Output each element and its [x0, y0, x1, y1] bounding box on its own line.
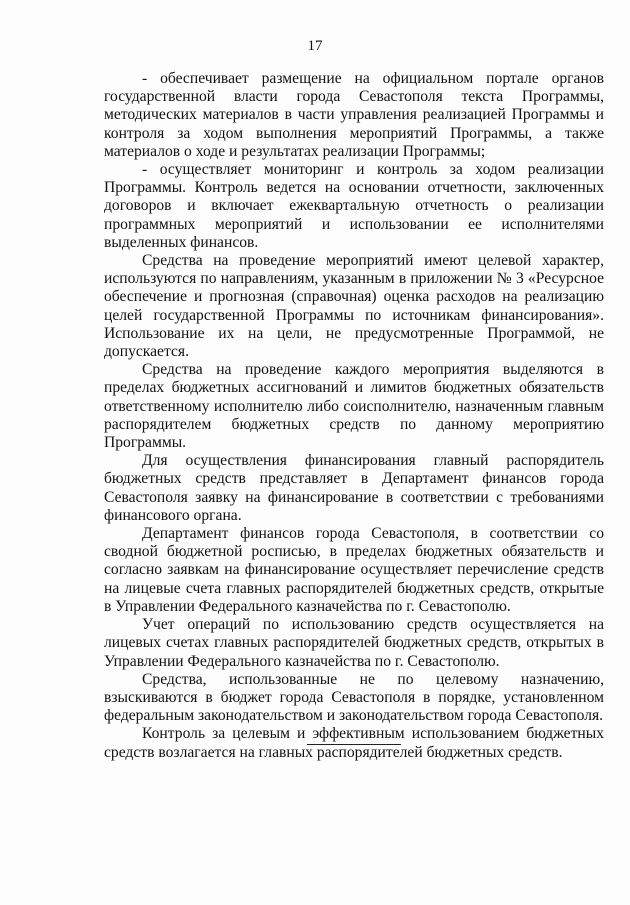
paragraph: Средства на проведение мероприятий имеют целевой характер, используются по направлениям, указанным в приложении № 3 «Ресурсное обеспечение и прогнозная (справочная) оценка расходов на реализацию целей государственной Программы по источникам финансирования». Использование их на цели, не предусмотренные Программой, не допускается. [104, 252, 604, 361]
paragraph: - обеспечивает размещение на официальном портале органов государственной власти города Севастополя текста Программы, методических материалов в части управления реализацией Программы и контроля за ходом выполнения мероприятий Программы, а также материалов о ходе и результатах реализации Программы; [104, 70, 604, 160]
paragraph: Контроль за целевым и эффективным использованием бюджетных средств возлагается на главных распорядителей бюджетных средств. [104, 725, 604, 761]
paragraph: Департамент финансов города Севастополя, в соответствии со сводной бюджетной росписью, в пределах бюджетных обязательств и согласно заявкам на финансирование осуществляет перечисление средств на лицевые счета главных распорядителей бюджетных средств, открытые в Управлении Федерального казначейства по г. Севастополю. [104, 525, 604, 615]
page-number: 17 [307, 38, 323, 54]
document-body [104, 70, 604, 762]
paragraph: Для осуществления финансирования главный распорядитель бюджетных средств представляет в Департамент финансов города Севастополя заявку на финансирование в соответствии с требованиями финансового органа. [104, 452, 604, 524]
paragraph: Средства на проведение каждого мероприятия выделяются в пределах бюджетных ассигнований и лимитов бюджетных обязательств ответственному исполнителю либо соисполнителю, назначенным главным распорядителем бюджетных средств по данному мероприятию Программы. [104, 361, 604, 452]
paragraph: - осуществляет мониторинг и контроль за ходом реализации Программы. Контроль ведется на основании отчетности, заключенных договоров и включает ежеквартальную отчетность о реализации программных мероприятий и использовании ее исполнителями выделенных финансов. [104, 161, 604, 251]
paragraph: Средства, использованные не по целевому назначению, взыскиваются в бюджет города Севастополя в порядке, установленном федеральным законодательством и законодательством города Севастополя. [104, 670, 604, 725]
end-divider [307, 744, 401, 745]
paragraph: Учет операций по использованию средств осуществляется на лицевых счетах главных распорядителей бюджетных средств, открытых в Управлении Федерального казначейства по г. Севастополю. [104, 616, 604, 670]
